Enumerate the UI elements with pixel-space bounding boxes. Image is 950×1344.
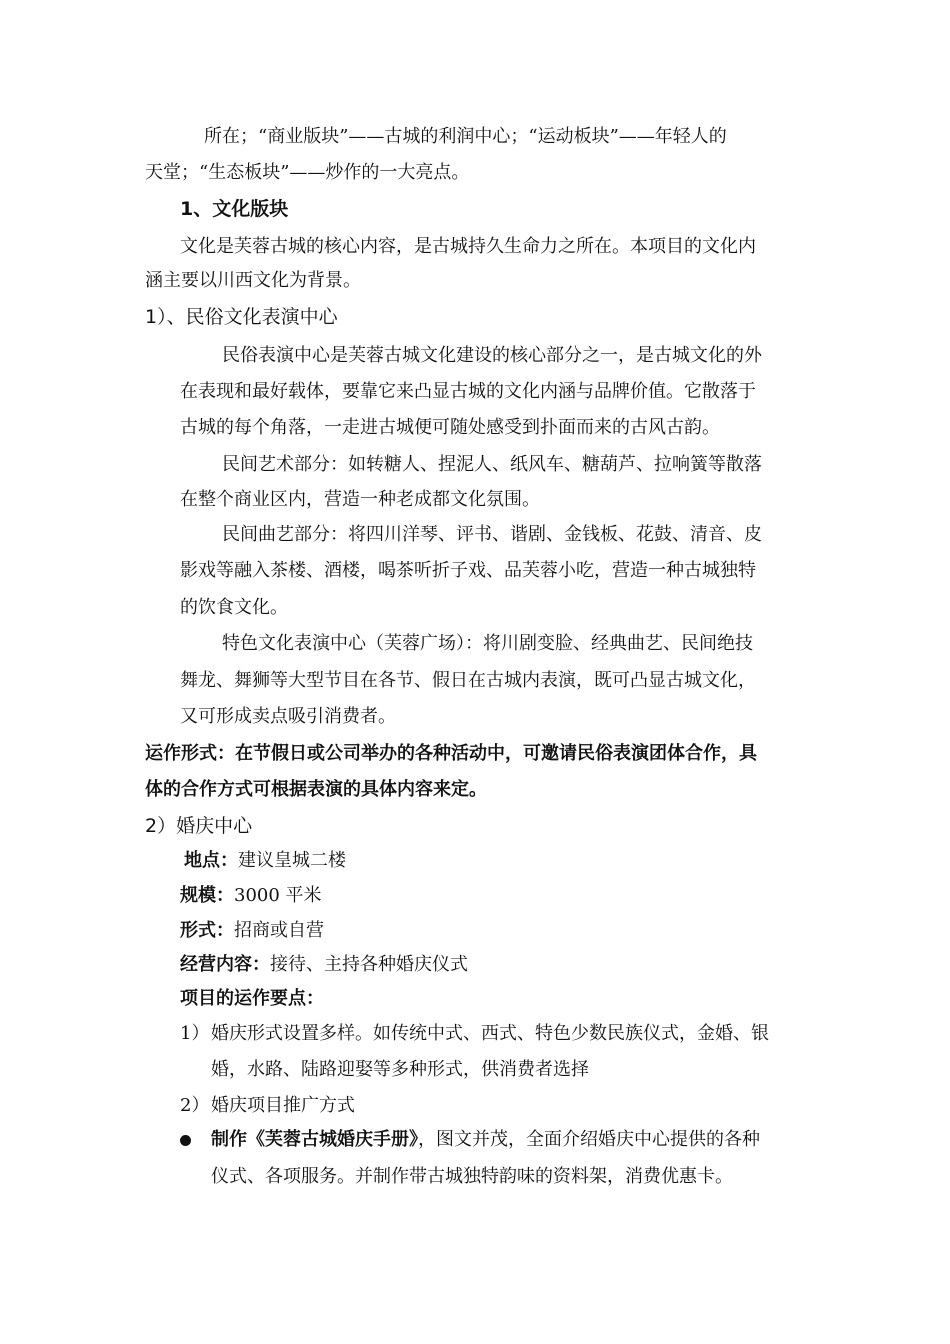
- culture-paragraph-line-1: 文化是芙蓉古城的核心内容，是古城持久生命力之所在。本项目的文化内: [180, 236, 756, 257]
- scale-value: 3000 平米: [234, 885, 322, 906]
- folk-p1-line-1: 民俗表演中心是芙蓉古城文化建设的核心部分之一，是古城文化的外: [222, 345, 762, 366]
- operation-line-1: 运作形式：在节假日或公司举办的各种活动中，可邀请民俗表演团体合作，具: [145, 743, 757, 764]
- culture-heading: 1、文化版块: [180, 198, 289, 220]
- folk-p3-line-2: 影戏等融入茶楼、酒楼，喝茶听折子戏、品芙蓉小吃，营造一种古城独特: [180, 560, 756, 581]
- intro-line-2: 天堂；“生态板块”——炒作的一大亮点。: [145, 162, 470, 183]
- wedding-form: [180, 919, 324, 943]
- bullet-icon: [180, 1135, 191, 1146]
- bullet-rest-text: ，图文并茂，全面介绍婚庆中心提供的各种: [418, 1129, 760, 1150]
- points-label: 项目的运作要点：: [180, 988, 324, 1009]
- folk-p2-line-2: 在整个商业区内，营造一种老成都文化氛围。: [180, 489, 540, 510]
- folk-heading: 1）、民俗文化表演中心: [145, 306, 338, 328]
- folk-p2-line-1: 民间艺术部分：如转糖人、捏泥人、纸风车、糖葫芦、拉响簧等散落: [222, 454, 762, 475]
- bullet-line-2: 仪式、各项服务。并制作带古城独特韵味的资料架，消费优惠卡。: [211, 1166, 733, 1187]
- item-1-line-2: 婚，水路、陆路迎娶等多种形式，供消费者选择: [211, 1059, 589, 1080]
- operation-line-2: 体的合作方式可根据表演的具体内容来定。: [145, 779, 487, 800]
- item-2-text: 婚庆项目推广方式: [211, 1095, 355, 1116]
- content-label: 经营内容：: [180, 954, 270, 975]
- location-value: 建议皇城二楼: [238, 850, 346, 871]
- folk-p4-line-3: 又可形成卖点吸引消费者。: [180, 706, 396, 727]
- folk-p4-line-2: 舞龙、舞狮等大型节目在各节、假日在古城内表演，既可凸显古城文化，: [180, 670, 756, 691]
- wedding-scale: [180, 884, 322, 908]
- item-1-number: 1）: [180, 1023, 210, 1044]
- form-label: 形式：: [180, 920, 234, 941]
- wedding-content: [180, 953, 468, 977]
- wedding-heading: 2）婚庆中心: [145, 815, 253, 837]
- folk-p1-line-2: 在表现和最好载体，要靠它来凸显古城的文化内涵与品牌价值。它散落于: [180, 381, 756, 402]
- form-value: 招商或自营: [234, 920, 324, 941]
- bullet-line-1: [211, 1128, 760, 1152]
- intro-line-1: 所在；“商业版块”——古城的利润中心；“运动板块”——年轻人的: [204, 126, 727, 147]
- folk-p3-line-3: 的饮食文化。: [180, 597, 288, 618]
- folk-p3-line-1: 民间曲艺部分：将四川洋琴、评书、谐剧、金钱板、花鼓、清音、皮: [222, 524, 762, 545]
- culture-paragraph-line-2: 涵主要以川西文化为背景。: [145, 270, 361, 291]
- item-2-number: 2）: [180, 1095, 210, 1116]
- content-value: 接待、主持各种婚庆仪式: [270, 954, 468, 975]
- scale-label: 规模：: [180, 885, 234, 906]
- location-label: 地点：: [184, 850, 238, 871]
- wedding-location: [184, 849, 346, 873]
- item-1-line-1: 婚庆形式设置多样。如传统中式、西式、特色少数民族仪式，金婚、银: [211, 1023, 769, 1044]
- folk-p1-line-3: 古城的每个角落，一走进古城便可随处感受到扑面而来的古风古韵。: [180, 417, 720, 438]
- bullet-bold-text: 制作《芙蓉古城婚庆手册》: [211, 1129, 418, 1150]
- folk-p4-line-1: 特色文化表演中心（芙蓉广场）：将川剧变脸、经典曲艺、民间绝技: [222, 633, 753, 654]
